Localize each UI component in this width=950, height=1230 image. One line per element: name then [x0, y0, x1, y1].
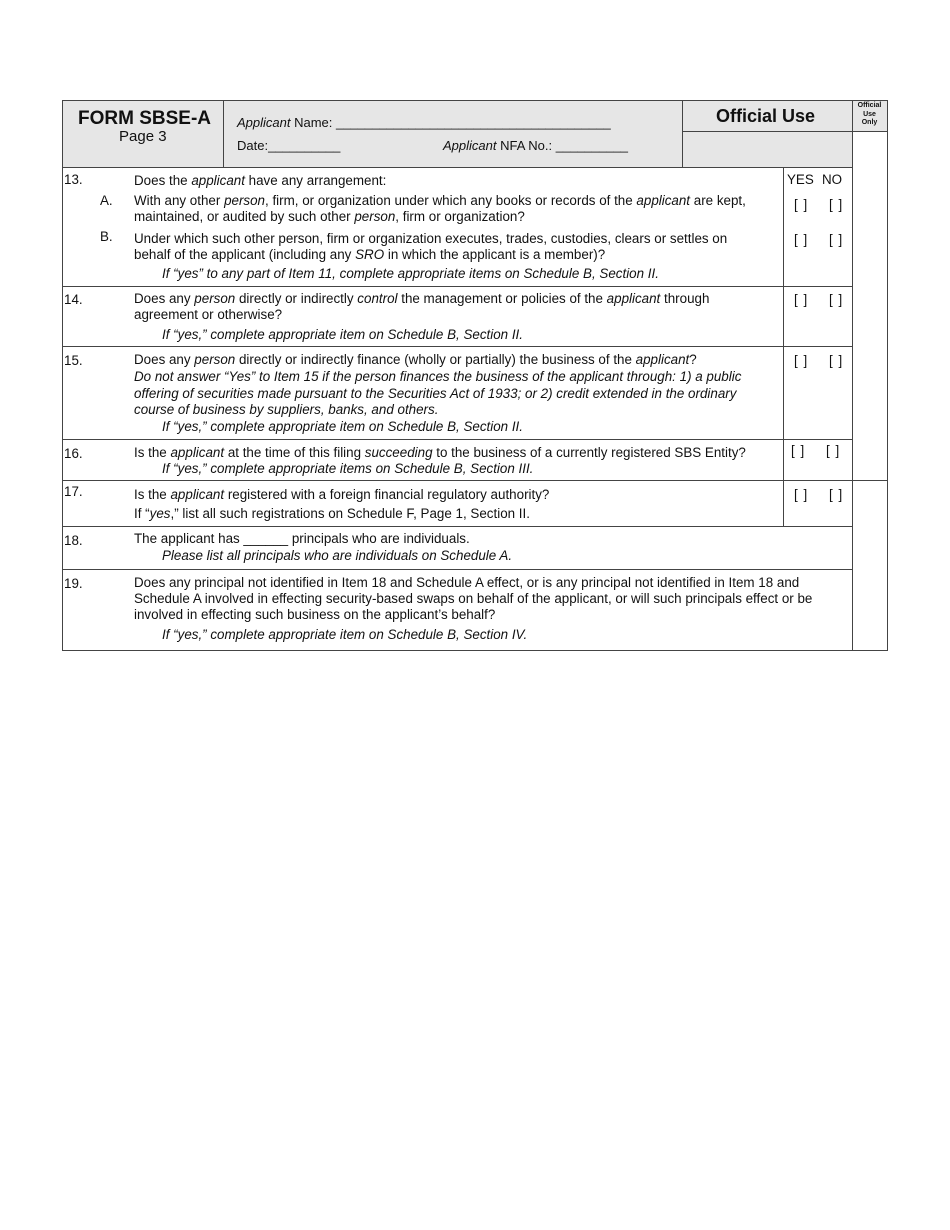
date-field[interactable]: [237, 138, 340, 154]
item17-number: 17.: [64, 484, 83, 499]
item14-yes-checkbox[interactable]: [ ]: [794, 292, 809, 307]
item13a-line2: maintained, or audited by such other person, firm or organization?: [134, 209, 525, 224]
item17-line1: Is the applicant registered with a foreign financial regulatory authority?: [134, 487, 550, 502]
page-label: Page 3: [119, 128, 167, 145]
nfa-label: NFA No.:: [496, 138, 556, 153]
date-label: Date:: [237, 138, 269, 153]
item13b-line2: behalf of the applicant (including any SRO in which the applicant is a member)?: [134, 247, 606, 262]
item13a-line1: With any other person, firm, or organization under which any books or records of the applicant are kept,: [134, 193, 746, 208]
item19-line1: Does any principal not identified in Item 18 and Schedule A effect, or is any principal not identified in Item 18 and: [134, 575, 800, 590]
item13b-letter: B.: [100, 229, 113, 244]
item15-note-line2: offering of securities made pursuant to the Securities Act of 1933; or 2) credit extended in the ordinary: [134, 386, 737, 401]
item13-number: 13.: [64, 172, 83, 187]
applicant-name-label: Name:: [290, 115, 336, 130]
item18-instruction: Please list all principals who are individuals on Schedule A.: [162, 548, 513, 563]
item16-number: 16.: [64, 446, 83, 461]
item15-number: 15.: [64, 353, 83, 368]
item13-question: Does the applicant have any arrangement:: [134, 173, 387, 188]
date-blank[interactable]: __________: [268, 138, 341, 153]
official-use-only-label: Official Use Only: [857, 102, 882, 126]
item17-line2: If “yes,” list all such registrations on Schedule F, Page 1, Section II.: [134, 506, 530, 521]
item15-line1: Does any person directly or indirectly finance (wholly or partially) the business of the applicant?: [134, 352, 697, 367]
applicant-name-label-italic: Applicant: [237, 115, 291, 130]
item14-line2: agreement or otherwise?: [134, 307, 283, 322]
item14-instruction: If “yes,” complete appropriate item on Schedule B, Section II.: [162, 327, 523, 342]
applicant-name-field[interactable]: [237, 115, 611, 131]
item13b-no-checkbox[interactable]: [ ]: [829, 232, 844, 247]
item14-line1: Does any person directly or indirectly control the management or policies of the applicant through: [134, 291, 710, 306]
item14-number: 14.: [64, 292, 83, 307]
item16-no-checkbox[interactable]: [ ]: [826, 443, 841, 458]
official-use-entry-box[interactable]: [682, 131, 852, 167]
item15-instruction: If “yes,” complete appropriate item on Schedule B, Section II.: [162, 419, 523, 434]
item18-number: 18.: [64, 533, 83, 548]
yes-column-header: YES: [787, 172, 814, 187]
item15-no-checkbox[interactable]: [ ]: [829, 353, 844, 368]
nfa-blank[interactable]: __________: [555, 138, 629, 153]
item13a-letter: A.: [100, 193, 113, 208]
item16-line1: Is the applicant at the time of this filing succeeding to the business of a currently registered SBS Entity?: [134, 445, 746, 460]
item19-instruction: If “yes,” complete appropriate item on Schedule B, Section IV.: [162, 627, 528, 642]
item13b-line1: Under which such other person, firm or organization executes, trades, custodies, clears or settles on: [134, 231, 728, 246]
item15-note-line3: course of business by suppliers, banks, and others.: [134, 402, 439, 417]
form-title: FORM SBSE-A: [78, 108, 211, 129]
item15-note-line1: Do not answer “Yes” to Item 15 if the person finances the business of the applicant through: 1) a public: [134, 369, 742, 384]
item19-line2: Schedule A involved in effecting security-based swaps on behalf of the applicant, or will such principals effect or be: [134, 591, 813, 606]
item15-yes-checkbox[interactable]: [ ]: [794, 353, 809, 368]
item13b-yes-checkbox[interactable]: [ ]: [794, 232, 809, 247]
official-use-title: Official Use: [716, 106, 816, 126]
nfa-label-italic: Applicant: [443, 138, 497, 153]
item14-no-checkbox[interactable]: [ ]: [829, 292, 844, 307]
item17-no-checkbox[interactable]: [ ]: [829, 487, 844, 502]
item17-yes-checkbox[interactable]: [ ]: [794, 487, 809, 502]
item13-instruction: If “yes” to any part of Item 11, complete appropriate items on Schedule B, Section II.: [162, 266, 659, 281]
item19-number: 19.: [64, 576, 83, 591]
item13a-yes-checkbox[interactable]: [ ]: [794, 197, 809, 212]
applicant-name-blank[interactable]: ______________________________________: [336, 115, 611, 130]
item16-yes-checkbox[interactable]: [ ]: [791, 443, 806, 458]
item19-line3: involved in effecting such business on the applicant’s behalf?: [134, 607, 496, 622]
item13a-no-checkbox[interactable]: [ ]: [829, 197, 844, 212]
item18-line1[interactable]: The applicant has ______ principals who are individuals.: [134, 531, 470, 546]
nfa-number-field[interactable]: [443, 138, 628, 154]
no-column-header: NO: [822, 172, 843, 187]
item16-instruction: If “yes,” complete appropriate items on Schedule B, Section III.: [162, 461, 534, 476]
